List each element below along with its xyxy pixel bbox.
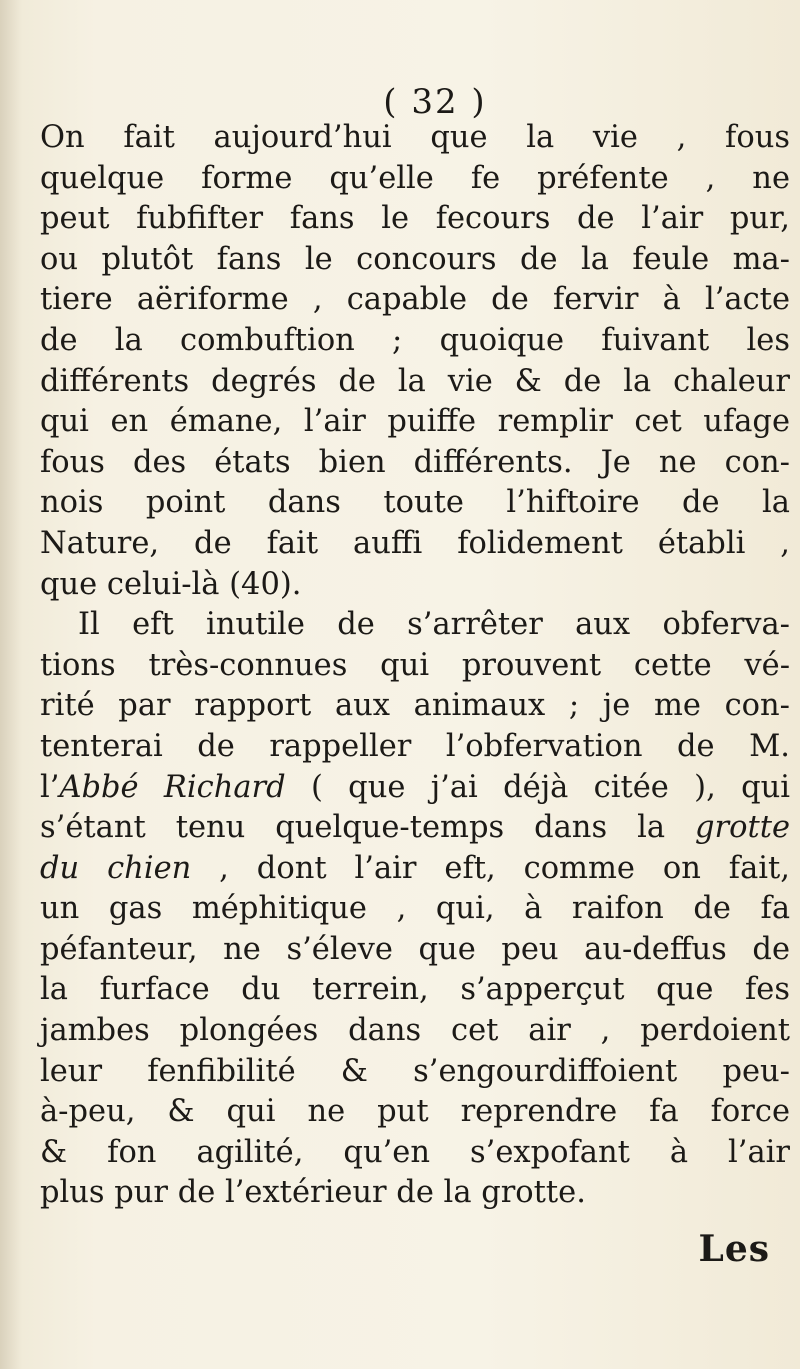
text-line: leur fenfibilité & s’engourdiffoient peu- [40, 1053, 790, 1089]
gutter-shadow [0, 0, 22, 1369]
text-line [40, 808, 790, 849]
text-line: que celui-là (40). [40, 566, 302, 602]
text-line: peut fubfifter fans le fecours de l’air pur, [40, 201, 790, 237]
body-text [40, 118, 790, 1214]
text-line: tiere aëriforme , capable de fervir à l’acte [40, 282, 790, 318]
text-line: quelque forme qu’elle fe préfente , ne [40, 160, 790, 196]
text-line [40, 768, 790, 809]
italic-place: grotte [694, 810, 791, 846]
text-line: ou plutôt fans le concours de la feule ma- [40, 241, 790, 277]
catchword: Les [698, 1228, 770, 1270]
text-line: On fait aujourd’hui que la vie , fous [40, 120, 790, 155]
text-line: plus pur de l’extérieur de la grotte. [40, 1175, 586, 1211]
text-line: rité par rapport aux animaux ; je me con- [40, 688, 790, 724]
text-line [40, 849, 790, 890]
text-line: péfanteur, ne s’éleve que peu au-deffus de [40, 931, 790, 967]
text-line: nois point dans toute l’hiftoire de la [40, 485, 790, 521]
text-fragment: s’étant tenu quelque-temps dans la [40, 810, 666, 846]
text-line: à-peu, & qui ne put reprendre fa force [40, 1094, 790, 1130]
italic-place: du chien [40, 850, 192, 886]
text-fragment: ( que j’ai déjà citée ), qui [285, 769, 790, 805]
text-fragment: l’ [40, 769, 60, 805]
text-line: tenterai de rappeller l’obfervation de M. [40, 728, 790, 764]
text-line: jambes plongées dans cet air , perdoient [40, 1013, 790, 1049]
text-line: fous des états bien différents. Je ne con- [40, 444, 790, 480]
text-line: tions très-connues qui prouvent cette vé- [40, 647, 790, 683]
text-line: un gas méphitique , qui, à raifon de fa [40, 891, 790, 927]
text-line: qui en émane, l’air puiffe remplir cet ufage [40, 404, 790, 440]
text-line: Nature, de fait auffi folidement établi , [40, 525, 790, 561]
page-number: ( 32 ) [383, 82, 487, 122]
italic-name: Abbé Richard [59, 769, 286, 805]
text-line: & fon agilité, qu’en s’expofant à l’air [40, 1134, 790, 1170]
text-line: de la combuftion ; quoique fuivant les [40, 322, 790, 358]
text-line: la furface du terrein, s’apperçut que fes [40, 972, 790, 1008]
paragraph-start-line: Il eft inutile de s’arrêter aux obferva- [78, 607, 790, 643]
text-line: différents degrés de la vie & de la chaleur [40, 363, 790, 399]
text-fragment: , dont l’air eft, comme on fait, [191, 850, 790, 886]
